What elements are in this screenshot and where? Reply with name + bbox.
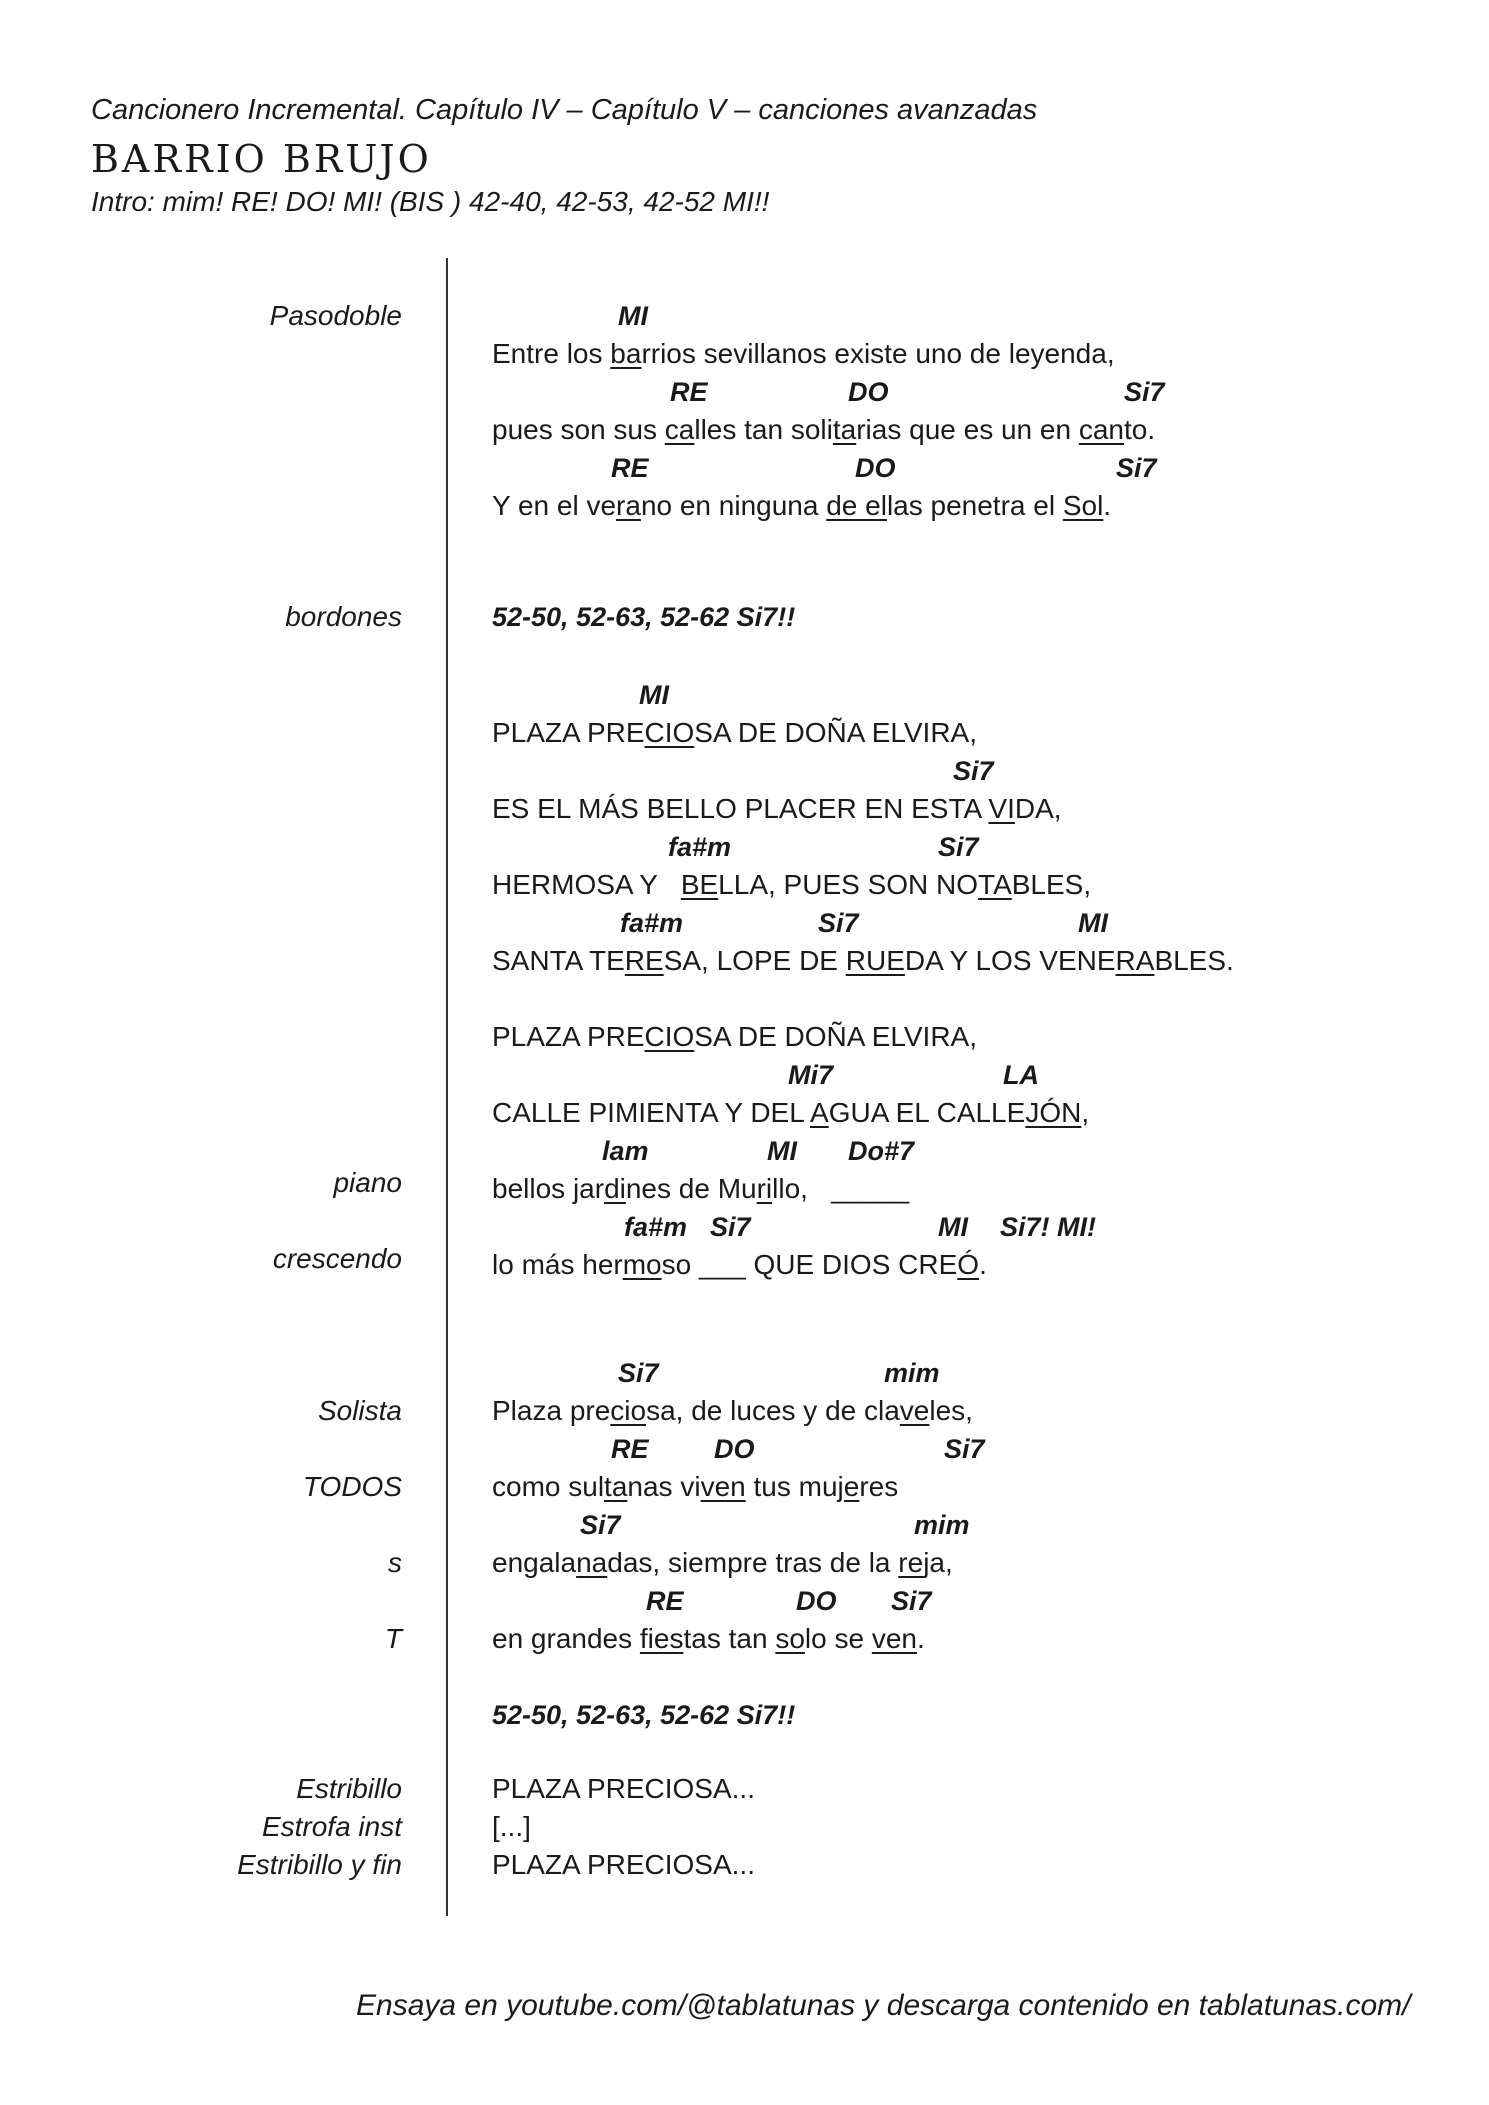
chord: Mi7	[788, 1060, 834, 1090]
side-label-piano: piano	[333, 1167, 402, 1198]
chord: fa#m	[624, 1212, 688, 1242]
chord: Si7	[1116, 453, 1157, 483]
chord: Si7	[1124, 377, 1165, 407]
chord: DO	[714, 1434, 755, 1464]
chord: RE	[611, 453, 649, 483]
bordones-line: 52-50, 52-63, 52-62 Si7!!	[492, 1700, 796, 1730]
chord: MI	[938, 1212, 968, 1242]
chord: MI	[618, 301, 648, 331]
chord: DO	[848, 377, 889, 407]
lyric-line: SANTA TERESA, LOPE DE RUEDA Y LOS VENERABLES.	[492, 945, 1234, 976]
side-label-pasodoble: Pasodoble	[269, 300, 402, 331]
chord: MI	[639, 680, 669, 710]
bordones-line: 52-50, 52-63, 52-62 Si7!!	[492, 602, 796, 632]
chord: RE	[611, 1434, 649, 1464]
header-subtitle: Cancionero Incremental. Capítulo IV – Capítulo V – canciones avanzadas	[91, 94, 1038, 126]
lyric-line: engalanadas, siempre tras de la reja,	[492, 1547, 953, 1578]
lyric-line: bellos jardines de Murillo, _____	[492, 1173, 910, 1204]
chord: Do#7	[848, 1136, 915, 1166]
lyric-line: PLAZA PRECIOSA DE DOÑA ELVIRA,	[492, 717, 977, 748]
chord: DO	[855, 453, 896, 483]
lyric-line: PLAZA PRECIOSA DE DOÑA ELVIRA,	[492, 1021, 977, 1052]
chord: RE	[670, 377, 708, 407]
footer-note: Ensaya en youtube.com/@tablatunas y descarga contenido en tablatunas.com/	[356, 1989, 1411, 2022]
lyric-line: [...]	[492, 1811, 531, 1842]
song-title: BARRIO BRUJO	[91, 137, 432, 181]
side-label-solista: Solista	[317, 1395, 402, 1426]
lyric-line: HERMOSA Y BELLA, PUES SON NOTABLES,	[492, 869, 1092, 900]
intro-line: Intro: mim! RE! DO! MI! (BIS ) 42-40, 42-53, 42-52 MI!!	[91, 186, 770, 217]
chord: fa#m	[668, 832, 732, 862]
chord: Si7	[953, 756, 994, 786]
chord: Si7	[938, 832, 979, 862]
chord: Si7! MI!	[1000, 1212, 1097, 1242]
chord: Si7	[618, 1358, 659, 1388]
lyric-line: Y en el verano en ninguna de ellas penetra el Sol.	[492, 490, 1112, 521]
lyric-line: CALLE PIMIENTA Y DEL AGUA EL CALLEJÓN,	[492, 1097, 1090, 1128]
chord: MI	[767, 1136, 797, 1166]
lyric-line: Plaza preciosa, de luces y de claveles,	[492, 1395, 973, 1426]
lyric-line: en grandes fiestas tan solo se ven.	[492, 1623, 925, 1654]
chord: RE	[646, 1586, 684, 1616]
lyric-line: PLAZA PRECIOSA...	[492, 1773, 755, 1804]
chord: fa#m	[620, 908, 684, 938]
divider-line	[446, 258, 448, 1916]
side-label-estribillo-fin: Estribillo y fin	[237, 1849, 402, 1880]
side-label-bordones: bordones	[285, 601, 402, 632]
side-label-t: T	[384, 1623, 402, 1654]
lyric-line: Entre los barrios sevillanos existe uno de leyenda,	[492, 338, 1115, 369]
lyric-line: como sultanas viven tus mujeres	[492, 1471, 899, 1502]
chord: lam	[602, 1136, 649, 1166]
lyric-line: lo más hermoso ___ QUE DIOS CREÓ.	[492, 1249, 987, 1280]
side-label-todos: TODOS	[302, 1471, 402, 1502]
chord: Si7	[891, 1586, 932, 1616]
chord: LA	[1003, 1060, 1039, 1090]
chord: Si7	[710, 1212, 751, 1242]
lyric-line: pues son sus calles tan solitarias que es un en canto.	[492, 414, 1156, 445]
chord: mim	[884, 1358, 940, 1388]
lyric-line: ES EL MÁS BELLO PLACER EN ESTA VIDA,	[492, 793, 1062, 824]
lyric-line: PLAZA PRECIOSA...	[492, 1849, 755, 1880]
side-label-estribillo: Estribillo	[296, 1773, 402, 1804]
chord: mim	[914, 1510, 970, 1540]
side-label-crescendo: crescendo	[272, 1243, 402, 1274]
chord: Si7	[580, 1510, 621, 1540]
side-label-s: s	[388, 1547, 402, 1578]
chord: MI	[1078, 908, 1108, 938]
side-label-estrofa-inst: Estrofa inst	[261, 1811, 402, 1842]
chord: Si7	[944, 1434, 985, 1464]
chord: DO	[796, 1586, 837, 1616]
chord: Si7	[818, 908, 859, 938]
